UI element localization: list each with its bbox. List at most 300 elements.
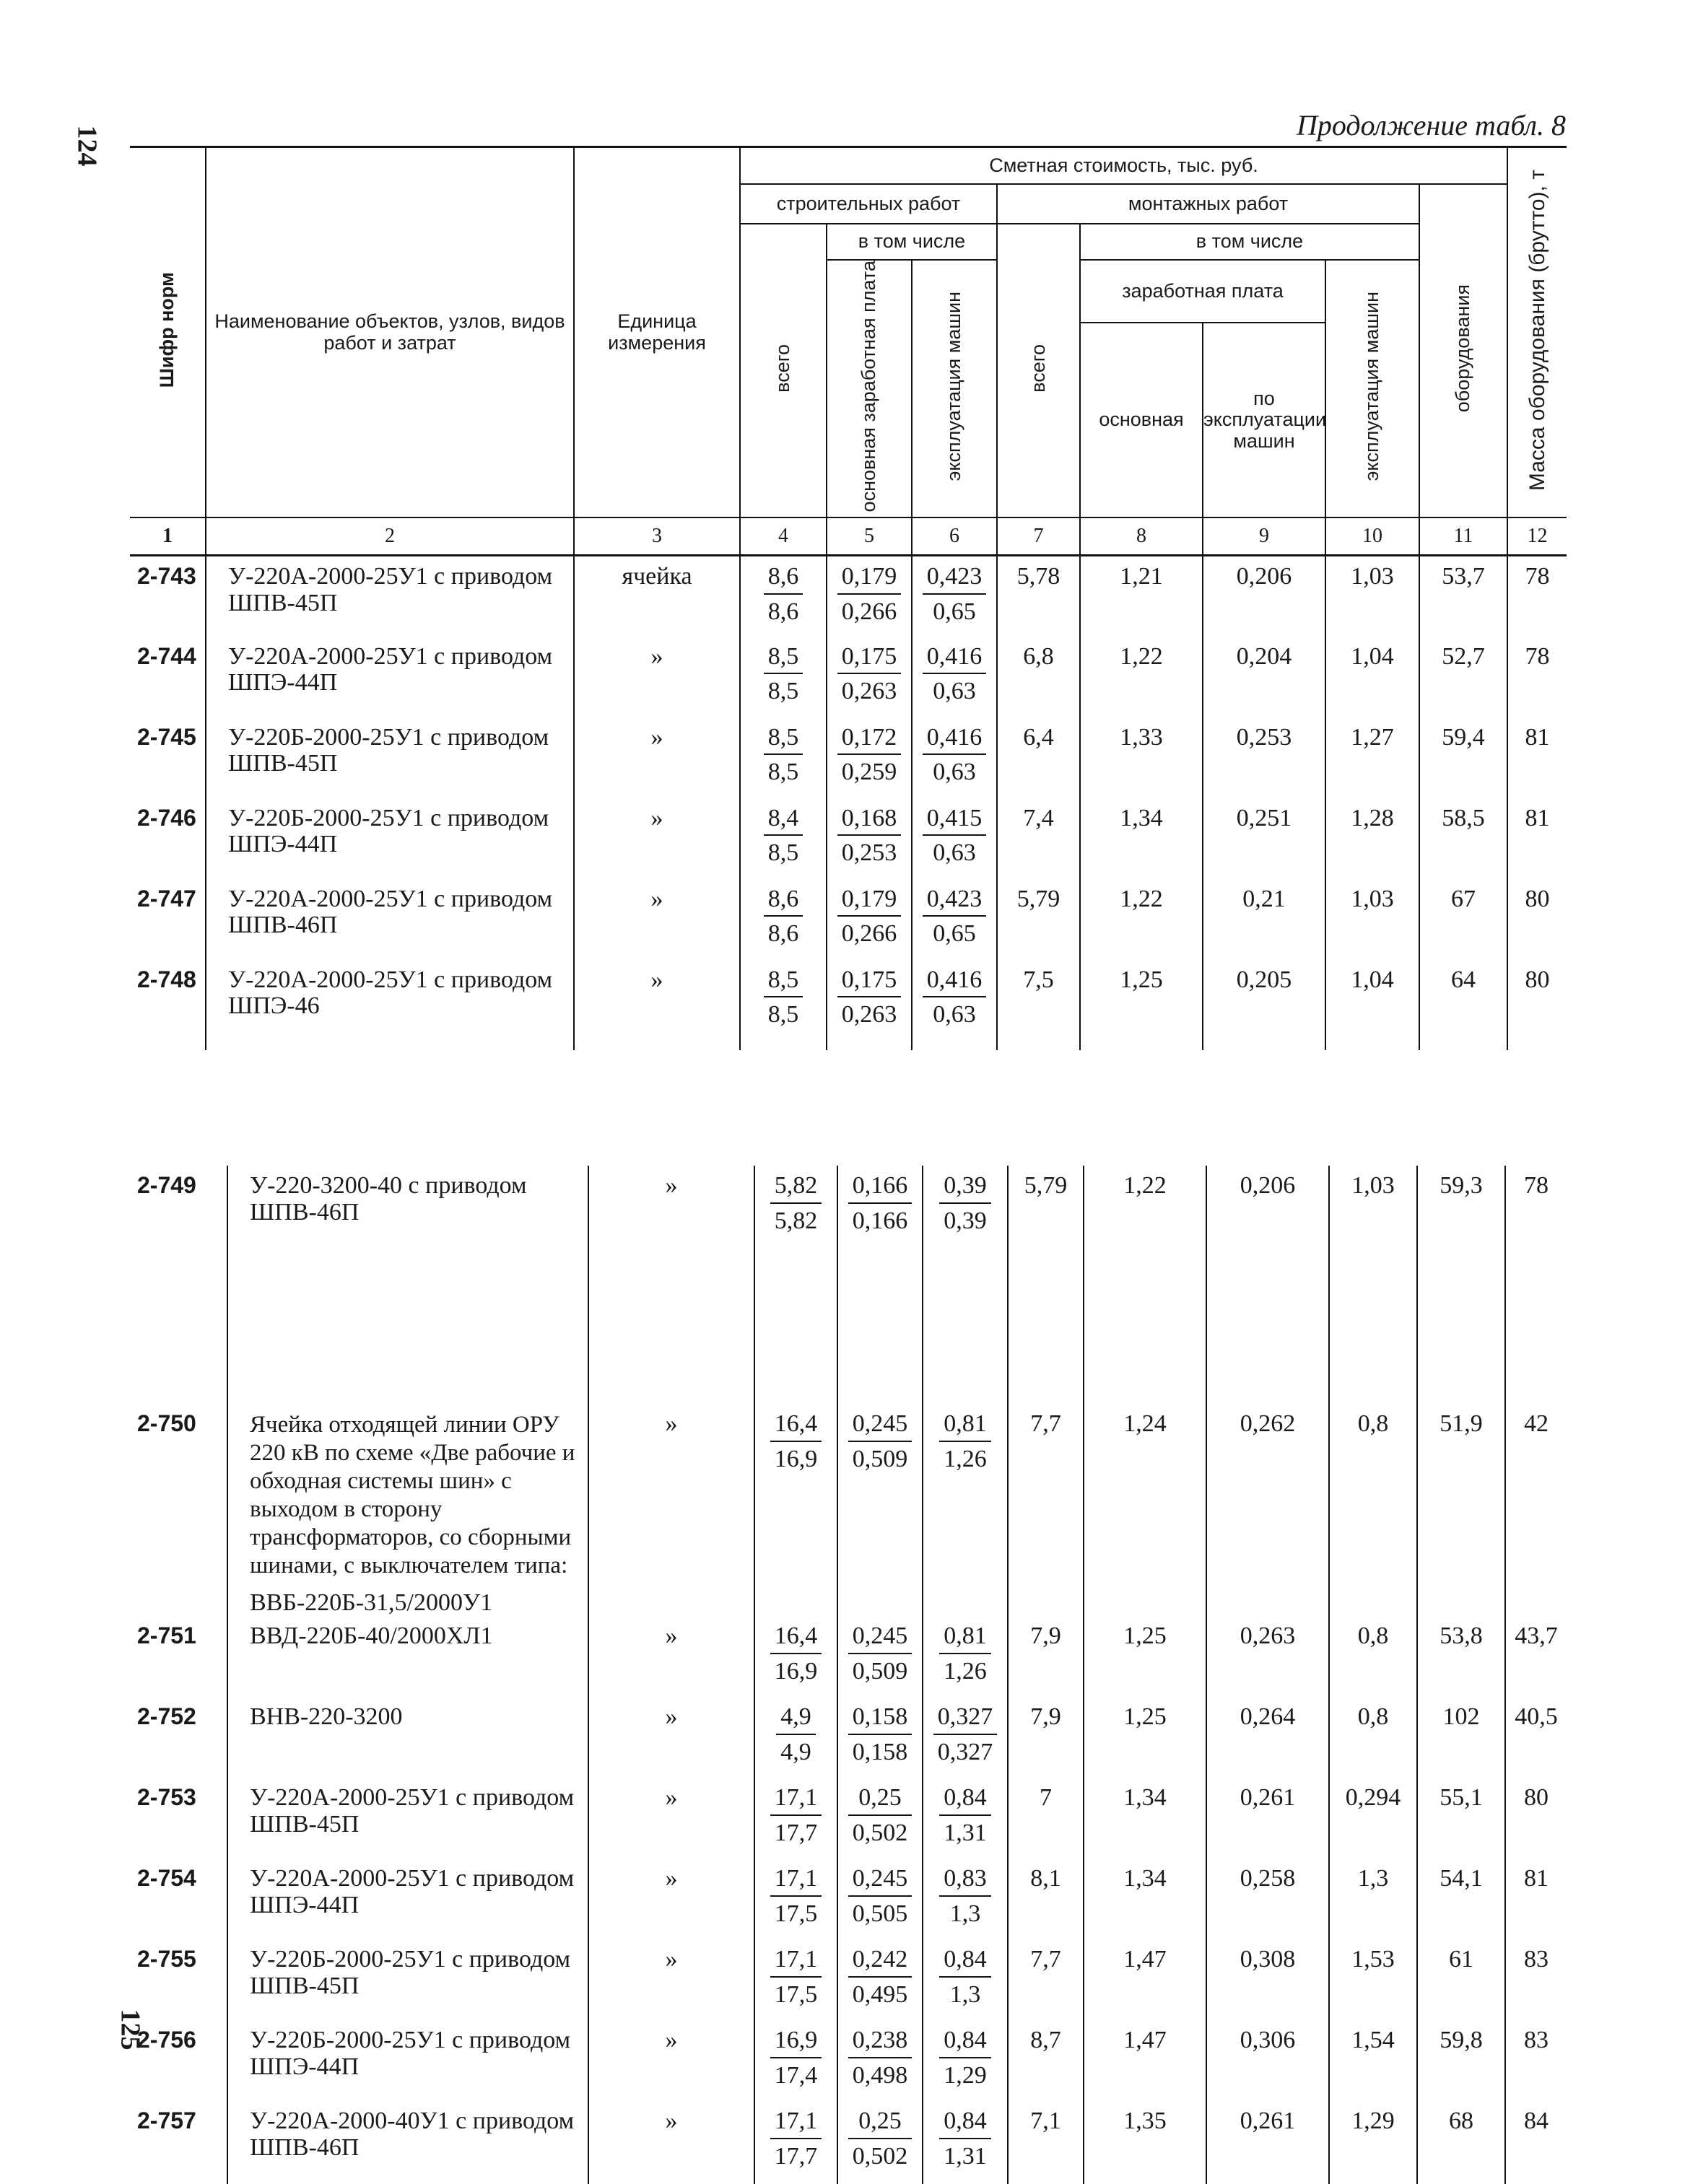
denominator: 8,5	[767, 1001, 799, 1028]
unit: »	[574, 637, 740, 717]
value-c11: 58,5	[1419, 798, 1507, 879]
numerator: 0,238	[848, 2027, 913, 2058]
unit: »	[588, 1858, 754, 1939]
constr-total	[754, 1616, 837, 1697]
numerator: 0,84	[939, 1947, 991, 1978]
value-c9: 0,204	[1203, 637, 1325, 717]
denominator: 0,39	[944, 1207, 987, 1234]
value-c10: 1,29	[1329, 2101, 1417, 2184]
denominator: 17,4	[774, 2062, 818, 2089]
constr-wage	[827, 798, 912, 879]
denominator: 0,509	[852, 1445, 908, 1472]
numerator: 0,158	[848, 1704, 913, 1735]
numerator: 0,25	[848, 2108, 913, 2139]
value-c10: 1,03	[1329, 1166, 1417, 1404]
constr-wage	[837, 1697, 923, 1778]
col-number: 11	[1419, 517, 1507, 556]
numerator: 0,175	[837, 644, 902, 675]
equipment-mass: 43,7	[1515, 1622, 1558, 1650]
denominator: 16,9	[774, 1658, 818, 1685]
item-name-cell	[206, 879, 574, 960]
norm-code: 2-750	[130, 1404, 227, 1616]
numerator: 0,39	[939, 1173, 991, 1204]
value-c9: 0,262	[1206, 1404, 1329, 1616]
denominator: 8,6	[767, 598, 799, 625]
value-c9: 0,264	[1206, 1697, 1329, 1778]
value-c7: 7,7	[1008, 1939, 1084, 2020]
value-c10: 0,8	[1329, 1616, 1417, 1697]
numerator: 0,83	[939, 1866, 991, 1897]
denominator: 0,158	[852, 1739, 908, 1766]
norm-code: 2-757	[130, 2101, 227, 2184]
value-c8: 1,34	[1084, 1858, 1206, 1939]
constr-wage	[837, 2020, 923, 2101]
denominator: 8,5	[767, 759, 799, 786]
value-c11: 102	[1417, 1697, 1505, 1778]
constr-machine	[923, 1697, 1008, 1778]
fraction-value	[939, 2108, 991, 2170]
numerator: 8,5	[764, 644, 803, 675]
norm-code: 2-754	[130, 1858, 227, 1939]
table-row	[130, 2020, 1567, 2101]
header-machine-op2: эксплуатация машин	[1325, 260, 1419, 517]
constr-machine	[923, 2101, 1008, 2184]
norms-table-top	[130, 148, 1567, 1050]
numerator: 4,9	[776, 1704, 816, 1735]
fraction-value	[764, 886, 803, 948]
value-c10: 1,03	[1325, 879, 1419, 960]
value-c8: 1,34	[1080, 798, 1203, 879]
fraction-value	[939, 1947, 991, 2008]
numerator: 8,4	[764, 805, 803, 837]
item-name-cell	[227, 1939, 588, 2020]
numerator: 0,179	[837, 564, 902, 595]
denominator: 0,63	[933, 678, 976, 705]
denominator: 0,502	[852, 2143, 908, 2170]
value-c7: 7,9	[1008, 1697, 1084, 1778]
denominator: 0,498	[852, 2062, 908, 2089]
item-name-cell	[227, 2101, 588, 2184]
norm-code: 2-745	[130, 717, 206, 798]
denominator: 8,6	[767, 920, 799, 948]
constr-wage	[837, 1616, 923, 1697]
fraction-value	[939, 1785, 991, 1846]
constr-wage	[827, 717, 912, 798]
fraction-value	[764, 644, 803, 705]
fraction-value	[848, 1173, 913, 1234]
table-body-top	[130, 556, 1567, 1050]
value-c7: 6,4	[997, 717, 1080, 798]
equipment-mass: 78	[1524, 1172, 1549, 1199]
col-number: 1	[130, 517, 206, 556]
table-row	[130, 717, 1567, 798]
unit: »	[588, 1778, 754, 1858]
fraction-value	[770, 2108, 822, 2170]
fraction-value	[837, 967, 902, 1028]
item-name: У-220Б-2000-25У1 с приводом ШПВ-45П	[250, 1946, 571, 2000]
header-equipment: оборудования	[1419, 184, 1507, 517]
fraction-value	[837, 805, 902, 867]
value-c8: 1,24	[1084, 1404, 1206, 1616]
denominator: 0,327	[937, 1739, 993, 1766]
value-c9: 0,306	[1206, 2020, 1329, 2101]
value-c11: 54,1	[1417, 1858, 1505, 1939]
item-name: У-220А-2000-25У1 с приводом ШПЭ-44П	[250, 1865, 575, 1919]
denominator: 0,505	[852, 1900, 908, 1928]
numerator: 0,245	[848, 1411, 913, 1442]
fraction-value	[848, 1785, 913, 1846]
item-name-cell	[227, 1697, 588, 1778]
fraction-value	[770, 1785, 822, 1846]
value-c7: 5,78	[997, 556, 1080, 637]
fraction-value	[776, 1704, 816, 1765]
item-name: У-220А-2000-25У1 с приводом ШПВ-46П	[228, 885, 553, 939]
norm-code: 2-746	[130, 798, 206, 879]
constr-wage	[837, 1778, 923, 1858]
numerator: 8,5	[764, 725, 803, 756]
value-c10: 1,53	[1329, 1939, 1417, 2020]
fraction-value	[764, 967, 803, 1028]
numerator: 17,1	[770, 1866, 822, 1897]
constr-wage	[837, 2101, 923, 2184]
denominator: 4,9	[780, 1739, 811, 1766]
fraction-value	[923, 564, 987, 625]
denominator: 1,31	[944, 2143, 987, 2170]
denominator: 0,495	[852, 1981, 908, 2009]
fraction-value	[837, 644, 902, 705]
col-number: 7	[997, 517, 1080, 556]
value-c8: 1,25	[1080, 960, 1203, 1050]
numerator: 0,245	[848, 1866, 913, 1897]
value-c10: 0,294	[1329, 1778, 1417, 1858]
value-c7: 7,5	[997, 960, 1080, 1050]
item-name-cell	[206, 960, 574, 1050]
constr-machine	[923, 1939, 1008, 2020]
denominator: 0,63	[933, 839, 976, 867]
denominator: 17,5	[774, 1981, 818, 2009]
denominator: 1,31	[944, 1820, 987, 1847]
numerator: 0,245	[848, 1623, 913, 1654]
table-row	[130, 637, 1567, 717]
constr-wage	[827, 637, 912, 717]
denominator: 17,7	[774, 2143, 818, 2170]
fraction-value	[848, 1947, 913, 2008]
item-name: У-220Б-2000-25У1 с приводом ШПВ-45П	[228, 723, 549, 777]
constr-total	[740, 717, 827, 798]
value-c8: 1,25	[1084, 1697, 1206, 1778]
norm-code: 2-752	[130, 1697, 227, 1778]
denominator: 8,5	[767, 839, 799, 867]
constr-wage	[837, 1858, 923, 1939]
item-name-cell	[206, 637, 574, 717]
constr-machine	[912, 879, 997, 960]
unit: »	[588, 1616, 754, 1697]
value-c8: 1,22	[1080, 637, 1203, 717]
value-c10: 1,03	[1325, 556, 1419, 637]
fraction-value	[770, 1173, 822, 1234]
header-incl: в том числе	[827, 224, 997, 260]
denominator: 16,9	[774, 1445, 818, 1472]
value-c11: 61	[1417, 1939, 1505, 2020]
denominator: 0,263	[841, 1001, 897, 1028]
value-c11: 55,1	[1417, 1778, 1505, 1858]
fraction-value	[939, 1866, 991, 1927]
fraction-value	[848, 2108, 913, 2170]
fraction-value	[770, 1947, 822, 2008]
table-row	[130, 1404, 1567, 1616]
value-c7: 7,7	[1008, 1404, 1084, 1616]
numerator: 0,84	[939, 1785, 991, 1816]
fraction-value	[848, 1623, 913, 1685]
numerator: 0,81	[939, 1623, 991, 1654]
numerator: 8,5	[764, 967, 803, 998]
value-c10: 1,27	[1325, 717, 1419, 798]
numerator: 0,84	[939, 2027, 991, 2058]
constr-machine	[923, 1404, 1008, 1616]
col-number: 10	[1325, 517, 1419, 556]
denominator: 0,63	[933, 1001, 976, 1028]
norm-code: 2-755	[130, 1939, 227, 2020]
numerator: 16,4	[770, 1623, 822, 1654]
fraction-value	[848, 1704, 913, 1765]
col-number: 6	[912, 517, 997, 556]
fraction-value	[848, 2027, 913, 2089]
unit: »	[588, 1166, 754, 1404]
value-c7: 7,4	[997, 798, 1080, 879]
item-name-cell	[227, 2020, 588, 2101]
item-name: У-220А-2000-25У1 с приводом ШПВ-45П	[228, 563, 553, 616]
norm-code: 2-756	[130, 2020, 227, 2101]
item-name: У-220А-2000-25У1 с приводом ШПЭ-46	[228, 966, 553, 1020]
fraction-value	[848, 1866, 913, 1927]
value-c11: 53,7	[1419, 556, 1507, 637]
constr-wage	[837, 1404, 923, 1616]
constr-total	[754, 2020, 837, 2101]
denominator: 1,3	[949, 1900, 981, 1928]
numerator: 0,81	[939, 1411, 991, 1442]
page-number-top: 124	[71, 125, 103, 167]
constr-machine	[912, 556, 997, 637]
unit: »	[588, 1404, 754, 1616]
denominator: 5,82	[774, 1207, 818, 1234]
constr-total	[740, 960, 827, 1050]
numerator: 0,416	[923, 967, 987, 998]
numerator: 16,9	[770, 2027, 822, 2058]
numerator: 0,416	[923, 644, 987, 675]
fraction-value	[939, 1623, 991, 1685]
header-machine-wage: по эксплуатации машин	[1203, 323, 1325, 517]
numerator: 0,166	[848, 1173, 913, 1204]
fraction-value	[770, 1623, 822, 1685]
value-c7: 5,79	[1008, 1166, 1084, 1404]
constr-machine	[912, 798, 997, 879]
constr-total	[740, 556, 827, 637]
value-c9: 0,206	[1203, 556, 1325, 637]
item-name: ВВБ-220Б-31,5/2000У1	[250, 1589, 493, 1616]
constr-total	[754, 1939, 837, 2020]
item-name: У-220-3200-40 с приводом ШПВ-46П	[250, 1172, 527, 1226]
unit: ячейка	[574, 556, 740, 637]
col-number: 8	[1080, 517, 1203, 556]
item-name-cell	[227, 1404, 588, 1616]
value-c11: 67	[1419, 879, 1507, 960]
item-name: У-220А-2000-25У1 с приводом ШПЭ-44П	[228, 642, 553, 696]
item-name-cell	[206, 717, 574, 798]
col-number: 4	[740, 517, 827, 556]
equipment-mass: 84	[1524, 2107, 1549, 2135]
value-c11: 59,4	[1419, 717, 1507, 798]
value-c9: 0,205	[1203, 960, 1325, 1050]
numerator: 16,4	[770, 1411, 822, 1442]
constr-machine	[923, 2020, 1008, 2101]
value-c7: 6,8	[997, 637, 1080, 717]
item-name-cell	[227, 1778, 588, 1858]
col-number: 2	[206, 517, 574, 556]
denominator: 0,259	[841, 759, 897, 786]
constr-machine	[912, 637, 997, 717]
fraction-value	[764, 564, 803, 625]
constr-machine	[912, 960, 997, 1050]
equipment-mass: 81	[1525, 723, 1550, 751]
value-c11: 52,7	[1419, 637, 1507, 717]
unit: »	[588, 2101, 754, 2184]
constr-total	[740, 637, 827, 717]
value-c8: 1,33	[1080, 717, 1203, 798]
unit: »	[588, 1697, 754, 1778]
value-c7: 7	[1008, 1778, 1084, 1858]
table-row	[130, 1616, 1567, 1697]
constr-wage	[837, 1166, 923, 1404]
value-c11: 59,8	[1417, 2020, 1505, 2101]
value-c7: 8,1	[1008, 1858, 1084, 1939]
table-row	[130, 1778, 1567, 1858]
denominator: 0,263	[841, 678, 897, 705]
norm-code: 2-747	[130, 879, 206, 960]
numerator: 0,168	[837, 805, 902, 837]
fraction-value	[764, 805, 803, 867]
table-row	[130, 556, 1567, 637]
value-c10: 1,04	[1325, 960, 1419, 1050]
constr-machine	[912, 717, 997, 798]
denominator: 0,266	[841, 920, 897, 948]
numerator: 0,423	[923, 886, 987, 917]
header-installation: монтажных работ	[997, 184, 1419, 224]
numerator: 0,242	[848, 1947, 913, 1978]
norm-code: 2-748	[130, 960, 206, 1050]
numerator: 0,415	[923, 805, 987, 837]
value-c11: 51,9	[1417, 1404, 1505, 1616]
header-machine-op: эксплуатация машин	[912, 260, 997, 517]
fraction-value	[923, 886, 987, 948]
table-body-bottom	[130, 1166, 1567, 2184]
constr-wage	[827, 879, 912, 960]
norm-code: 2-749	[130, 1166, 227, 1404]
constr-machine	[923, 1166, 1008, 1404]
table-row	[130, 798, 1567, 879]
table-row	[130, 1939, 1567, 2020]
value-c8: 1,47	[1084, 2020, 1206, 2101]
page-number-bottom: 125	[115, 2009, 146, 2050]
constr-machine	[923, 1858, 1008, 1939]
value-c8: 1,35	[1084, 2101, 1206, 2184]
equipment-mass: 80	[1525, 885, 1550, 912]
header-total2: всего	[997, 224, 1080, 517]
unit: »	[588, 2020, 754, 2101]
denominator: 0,509	[852, 1658, 908, 1685]
norms-table-bottom	[130, 1166, 1567, 2184]
numerator: 0,423	[923, 564, 987, 595]
value-c11: 68	[1417, 2101, 1505, 2184]
header-code: Шифр норм	[130, 148, 206, 517]
numerator: 17,1	[770, 1947, 822, 1978]
value-c7: 8,7	[1008, 2020, 1084, 2101]
denominator: 1,3	[949, 1981, 981, 2009]
fraction-value	[939, 2027, 991, 2089]
value-c8: 1,22	[1080, 879, 1203, 960]
header-estimate: Сметная стоимость, тыс. руб.	[740, 148, 1507, 184]
header-incl2: в том числе	[1080, 224, 1419, 260]
item-name: У-220А-2000-25У1 с приводом ШПВ-45П	[250, 1784, 575, 1838]
value-c9: 0,253	[1203, 717, 1325, 798]
value-c11: 53,8	[1417, 1616, 1505, 1697]
constr-total	[754, 1404, 837, 1616]
constr-total	[754, 2101, 837, 2184]
denominator: 0,166	[852, 1207, 908, 1234]
fraction-value	[923, 644, 987, 705]
unit: »	[588, 1939, 754, 2020]
numerator: 0,175	[837, 967, 902, 998]
denominator: 0,502	[852, 1820, 908, 1847]
fraction-value	[848, 1411, 913, 1472]
table-caption: Продолжение табл. 8	[1296, 109, 1566, 141]
constr-total	[740, 879, 827, 960]
value-c8: 1,47	[1084, 1939, 1206, 2020]
table-row	[130, 1858, 1567, 1939]
table-row	[130, 1166, 1567, 1404]
value-c9: 0,261	[1206, 1778, 1329, 1858]
value-c11: 59,3	[1417, 1166, 1505, 1404]
equipment-mass: 83	[1524, 2027, 1549, 2054]
equipment-mass: 42	[1524, 1410, 1549, 1437]
value-c9: 0,258	[1206, 1858, 1329, 1939]
value-c10: 0,8	[1329, 1404, 1417, 1616]
constr-wage	[827, 960, 912, 1050]
numerator: 0,25	[848, 1785, 913, 1816]
value-c7: 7,1	[1008, 2101, 1084, 2184]
col-number: 12	[1507, 517, 1567, 556]
fraction-value	[837, 564, 902, 625]
table-row	[130, 2101, 1567, 2184]
fraction-value	[770, 1411, 822, 1472]
value-c7: 5,79	[997, 879, 1080, 960]
column-numbers-row	[130, 517, 1567, 556]
denominator: 0,266	[841, 598, 897, 625]
fraction-value	[939, 1411, 991, 1472]
equipment-mass: 78	[1525, 642, 1550, 670]
item-name-cell	[206, 798, 574, 879]
header-name: Наименование объектов, узлов, видов работ и затрат	[206, 148, 574, 517]
constr-wage	[827, 556, 912, 637]
equipment-mass: 81	[1525, 804, 1550, 831]
header-total: всего	[740, 224, 827, 517]
numerator: 17,1	[770, 1785, 822, 1816]
item-name-cell	[227, 1616, 588, 1697]
denominator: 0,63	[933, 759, 976, 786]
fraction-value	[764, 725, 803, 786]
value-c9: 0,251	[1203, 798, 1325, 879]
header-construction: строительных работ	[740, 184, 997, 224]
constr-machine	[923, 1616, 1008, 1697]
